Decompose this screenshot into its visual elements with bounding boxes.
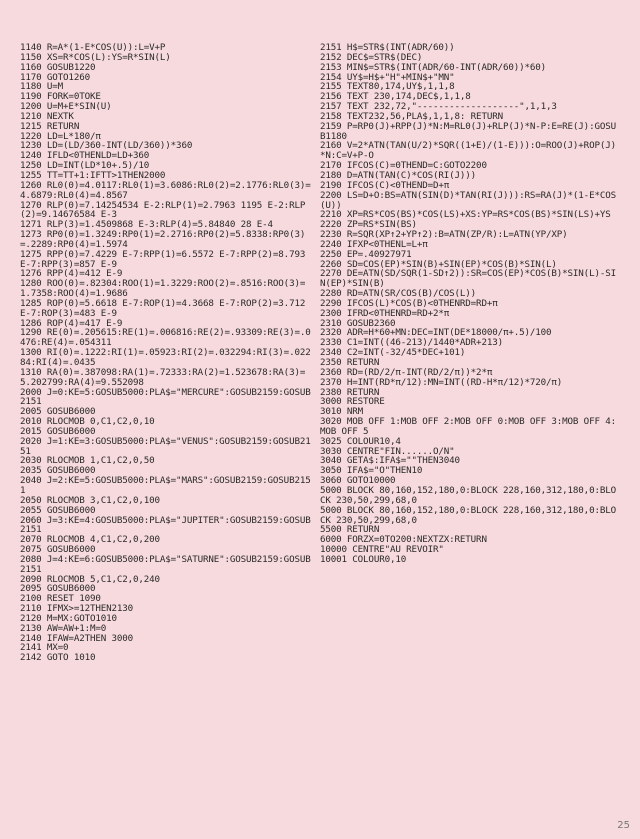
code-line: 1290 RE(0)=.205615:RE(1)=.006816:RE(2)=.93309:RE(3)=.0476:RE(4)=.054311: [20, 327, 311, 349]
code-line: 2142 GOTO 1010: [20, 652, 96, 664]
code-line: 2230 R=SQR(XP↑2+YP↑2):B=ATN(ZP/R):L=ATN(YP/XP): [320, 229, 568, 241]
code-line: 3050 IFA$="O"THEN10: [320, 465, 423, 477]
code-line: 1280 ROO(0)=.82304:ROO(1)=1.3229:ROO(2)=.8516:ROO(3)=1.7358:ROO(4)=1.9686: [20, 278, 306, 300]
code-line: 1140 R=A*(1-E*COS(U)):L=V+P: [20, 42, 166, 53]
code-line: 1273 RP0(0)=1.3249:RP0(1)=2.2716:RP0(2)=5.8338:RP0(3)=.2289:RP0(4)=1.5974: [20, 229, 306, 250]
code-line: 2141 MX=0: [20, 642, 69, 654]
code-line: 2155 TEXT80,174,UY$,1,1,8: [320, 81, 455, 93]
code-line: 2280 RD=ATN(SR/COS(B)/COS(L)): [320, 288, 477, 300]
code-line: 1180 U=M: [20, 81, 64, 93]
code-line: 1285 ROP(0)=5.6618 E-7:ROP(1)=4.3668 E-7:ROP(2)=3.712 E-7:ROP(3)=483 E-9: [20, 297, 311, 319]
code-line: 2320 ADR=H*60+MN:DEC=INT(DE*18000/π+.5)/100: [320, 327, 552, 339]
code-line: 3000 RESTORE: [320, 396, 385, 408]
code-line: 2000 J=0:KE=5:GOSUB5000:PLA$="MERCURE":GOSUB2159:GOSUB2151: [20, 386, 311, 408]
code-line: 2005 GOSUB6000: [20, 406, 96, 418]
code-line: 2060 J=3:KE=4:GOSUB5000:PLA$="JUPITER":GOSUB2159:GOSUB2151: [20, 514, 311, 536]
code-line: 2055 GOSUB6000: [20, 504, 96, 516]
code-line: 2090 RLOCMOB 5,C1,C2,0,240: [20, 573, 160, 585]
code-line: 1210 NEXTK: [20, 110, 74, 122]
code-line: 5000 BLOCK 80,160,152,180,0:BLOCK 228,160,312,180,0:BLOCK 230,50,299,68,0: [320, 484, 616, 506]
code-line: 2170 IFCOS(C)=0THEND=C:GOTO2200: [320, 160, 487, 172]
code-line: 1270 RLP(0)=7.14254534 E-2:RLP(1)=2.7963 1195 E-2:RLP(2)=9.14676584 E-3: [20, 199, 306, 221]
code-line: 1255 TT=TT+1:IFTT>1THEN2000: [20, 169, 166, 181]
code-line: 2159 P=RP0(J)+RPP(J)*N:M=RL0(J)+RLP(J)*N-P:E=RE(J):GOSUB1180: [320, 120, 616, 142]
code-line: 2153 MIN$=STR$(INT(ADR/60-INT(ADR/60))*60): [320, 61, 547, 73]
code-line: 2151 H$=STR$(INT(ADR/60)): [320, 42, 455, 53]
code-line: 3010 NRM: [320, 406, 364, 418]
code-line: 10000 CENTRE"AU REVOIR": [320, 544, 444, 556]
code-line: 2290 IFCOS(L)*COS(B)<0THENRD=RD+π: [320, 297, 498, 309]
code-line: 2015 GOSUB6000: [20, 425, 96, 437]
code-line: 2250 EP=.40927971: [320, 248, 412, 260]
code-line: 1200 U=M+E*SIN(U): [20, 101, 112, 113]
code-line: 6000 FORZX=0TO200:NEXTZX:RETURN: [320, 534, 487, 546]
code-line: 2140 IFAW=A2THEN 3000: [20, 632, 134, 644]
code-line: 1271 RLP(3)=1.4509868 E-3:RLP(4)=5.84840 28 E-4: [20, 219, 273, 231]
code-line: 2050 RLOCMOB 3,C1,C2,0,100: [20, 494, 160, 506]
code-line: 2152 DEC$=STR$(DEC): [320, 51, 423, 63]
code-line: 1275 RPP(0)=7.4229 E-7:RPP(1)=6.5572 E-7:RPP(2)=8.793 E-7:RPP(3)=857 E-9: [20, 248, 311, 270]
code-line: 1260 RL0(0)=4.0117:RL0(1)=3.6086:RL0(2)=2.1776:RL0(3)=4.6879:RL0(4)=4.8567: [20, 179, 311, 201]
code-line: 1240 IFLD<0THENLD=LD+360: [20, 150, 150, 162]
code-line: 1215 RETURN: [20, 120, 80, 132]
code-line: 2190 IFCOS(C)<0THEND=D+π: [320, 179, 450, 191]
code-line: 2110 IFMX>=12THEN2130: [20, 603, 134, 615]
code-line: 2240 IFXP<0THENL=L+π: [320, 238, 428, 250]
code-line: 3040 GETA$:IFA$=""THEN3040: [320, 455, 460, 467]
code-line: 5500 RETURN: [320, 524, 380, 536]
code-line: 1150 XS=R*COS(L):YS=R*SIN(L): [20, 51, 171, 63]
code-line: 2095 GOSUB6000: [20, 583, 96, 595]
code-line: 2380 RETURN: [320, 386, 380, 398]
code-line: 1250 LD=INT(LD*10+.5)/10: [20, 160, 150, 172]
code-line: 2220 ZP=RS*SIN(BS): [320, 219, 417, 231]
code-column-left: [20, 43, 312, 663]
code-line: 1190 FORK=0TOKE: [20, 91, 101, 103]
code-line: 10001 COLOUR0,10: [320, 553, 407, 565]
code-line: 3020 MOB OFF 1:MOB OFF 2:MOB OFF 0:MOB OFF 3:MOB OFF 4:MOB OFF 5: [320, 416, 616, 437]
code-line: 2210 XP=RS*COS(BS)*COS(LS)+XS:YP=RS*COS(BS)*SIN(LS)+YS: [320, 209, 611, 221]
code-line: 1286 ROP(4)=417 E-9: [20, 317, 123, 329]
code-line: 2270 DE=ATN(SD/SQR(1-SD↑2)):SR=COS(EP)*COS(B)*SIN(L)-SIN(EP)*SIN(B): [320, 268, 616, 290]
code-line: 2075 GOSUB6000: [20, 544, 96, 556]
code-line: 2156 TEXT 230,174,DEC$,1,1,8: [320, 91, 471, 103]
code-line: 1276 RPP(4)=412 E-9: [20, 268, 123, 280]
code-line: 2340 C2=INT(-32/45*DEC+101): [320, 347, 466, 359]
code-line: 2010 RLOCMOB 0,C1,C2,0,10: [20, 416, 155, 428]
code-line: 2180 D=ATN(TAN(C)*COS(RI(J))): [320, 169, 477, 181]
code-line: 5000 BLOCK 80,160,152,180,0:BLOCK 228,160,312,180,0:BLOCK 230,50,299,68,0: [320, 504, 616, 526]
code-line: 2160 V=2*ATN(TAN(U/2)*SQR((1+E)/(1-E))):O=ROO(J)+ROP(J)*N:C=V+P-O: [320, 140, 616, 162]
code-line: 2260 SD=COS(EP)*SIN(B)+SIN(EP)*COS(B)*SIN(L): [320, 258, 557, 270]
code-line: 2070 RLOCMOB 4,C1,C2,0,200: [20, 534, 160, 546]
code-line: 1300 RI(0)=.1222:RI(1)=.05923:RI(2)=.032294:RI(3)=.02284:RI(4)=.0435: [20, 347, 311, 368]
code-line: 1220 LD=L*180/π: [20, 130, 101, 142]
code-line: 2040 J=2:KE=5:GOSUB5000:PLA$="MARS":GOSUB2159:GOSUB2151: [20, 475, 311, 496]
code-line: 2154 UY$=H$+"H"+MIN$+"MN": [320, 71, 455, 83]
code-line: 3030 CENTRE"FIN......O/N": [320, 445, 455, 457]
code-line: 3060 GOTO10000: [320, 475, 396, 487]
code-line: 2300 IFRD<0THENRD=RD+2*π: [320, 307, 450, 319]
code-line: 1160 GOSUB1220: [20, 61, 96, 73]
code-line: 2130 AW=AW+1:M=0: [20, 622, 107, 634]
code-line: 2330 C1=INT((46-213)/1440*ADR+213): [320, 337, 503, 349]
code-line: 2030 RLOCMOB 1,C1,C2,0,50: [20, 455, 155, 467]
code-line: 1170 GOTO1260: [20, 71, 90, 83]
code-line: 1310 RA(0)=.387098:RA(1)=.72333:RA(2)=1.523678:RA(3)=5.202799:RA(4)=9.552098: [20, 366, 306, 388]
code-line: 2158 TEXT232,56,PLA$,1,1,8: RETURN: [320, 110, 503, 122]
code-line: 2080 J=4:KE=6:GOSUB5000:PLA$="SATURNE":GOSUB2159:GOSUB2151: [20, 553, 311, 575]
code-line: 2350 RETURN: [320, 357, 380, 368]
code-line: 2120 M=MX:GOTO1010: [20, 612, 117, 624]
code-line: 2360 RD=(RD/2/π-INT(RD/2/π))*2*π: [320, 366, 493, 378]
page-number: 25: [617, 820, 630, 831]
code-line: 2035 GOSUB6000: [20, 465, 96, 477]
code-line: 2370 H=INT(RD*π/12):MN=INT((RD-H*π/12)*720/π): [320, 376, 563, 388]
code-line: 2157 TEXT 232,72,"-------------------",1,1,3: [320, 101, 557, 113]
code-line: 2310 GOSUB2360: [320, 317, 396, 329]
code-line: 1230 LD=(LD/360-INT(LD/360))*360: [20, 140, 193, 152]
code-column-right: [320, 43, 618, 565]
code-line: 2200 LS=D+O:BS=ATN(SIN(D)*TAN(RI(J))):RS=RA(J)*(1-E*COS(U)): [320, 189, 616, 211]
code-line: 3025 COLOUR10,4: [320, 435, 401, 447]
code-line: 2020 J=1:KE=3:GOSUB5000:PLA$="VENUS":GOSUB2159:GOSUB2151: [20, 435, 311, 457]
code-line: 2100 RESET 1090: [20, 593, 101, 605]
